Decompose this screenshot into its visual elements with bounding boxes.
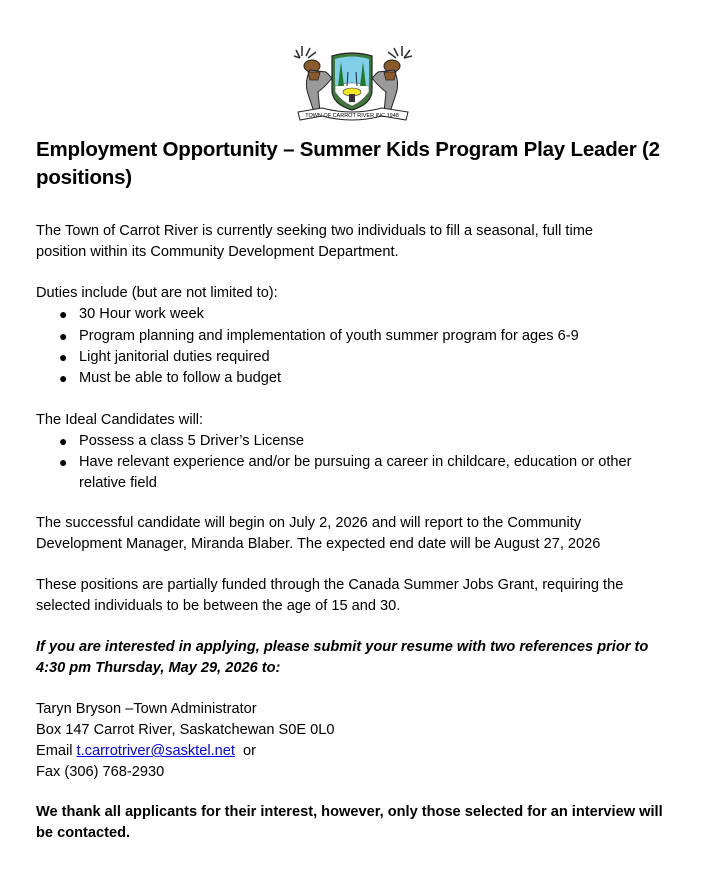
duty-item: Light janitorial duties required: [79, 349, 270, 365]
page-title: Employment Opportunity – Summer Kids Program Play Leader (2 positions): [36, 138, 660, 189]
duty-item: Program planning and implementation of youth summer program for ages 6-9: [79, 328, 579, 344]
intro-line-1: The Town of Carrot River is currently seeking two individuals to fill a seasonal, full time: [36, 223, 593, 239]
bullet-icon: ●: [59, 433, 68, 449]
closing-line-1: We thank all applicants for their interest, however, only those selected for an interview will: [36, 804, 663, 820]
closing-line-2: be contacted.: [36, 825, 131, 841]
coat-of-arms-logo: [292, 42, 414, 124]
contact-fax: Fax (306) 768-2930: [36, 764, 165, 780]
intro-line-2: position within its Community Development Department.: [36, 244, 399, 260]
duty-item: Must be able to follow a budget: [79, 370, 282, 386]
apply-line-2: 4:30 pm Thursday, May 29, 2026 to:: [36, 660, 281, 676]
apply-line-1: If you are interested in applying, please submit your resume with two references prior to: [36, 639, 649, 655]
bullet-icon: ●: [59, 370, 68, 386]
bullet-icon: ●: [59, 349, 68, 365]
contact-email-line: [36, 741, 686, 762]
svg-text:TOWN OF CARROT RIVER INC 194: TOWN OF CARROT RIVER INC 1948: [305, 113, 399, 119]
bullet-icon: ●: [59, 306, 68, 322]
email-label: Email: [36, 743, 77, 759]
left-elk-icon: [294, 46, 332, 112]
email-suffix: or: [234, 743, 257, 759]
candidate-item: Have relevant experience and/or be pursuing a career in childcare, education or other: [79, 454, 632, 470]
bullet-icon: ●: [59, 328, 68, 344]
shield-icon: [332, 53, 372, 110]
start-line-2: Development Manager, Miranda Blaber. The expected end date will be August 27, 2026: [36, 536, 601, 552]
bullet-icon: ●: [59, 454, 68, 470]
duties-heading: Duties include (but are not limited to):: [36, 285, 278, 301]
contact-address: Box 147 Carrot River, Saskatchewan S0E 0L0: [36, 722, 335, 738]
candidate-item: Possess a class 5 Driver’s License: [79, 433, 304, 449]
candidates-heading: The Ideal Candidates will:: [36, 412, 204, 428]
start-line-1: The successful candidate will begin on July 2, 2026 and will report to the Community: [36, 515, 582, 531]
funding-line-1: These positions are partially funded through the Canada Summer Jobs Grant, requiring the: [36, 577, 624, 593]
funding-line-2: selected individuals to be between the age of 15 and 30.: [36, 598, 401, 614]
right-elk-icon: [372, 46, 412, 112]
duty-item: 30 Hour work week: [79, 306, 204, 322]
email-link[interactable]: t.carrotriver@sasktel.net: [76, 743, 235, 759]
contact-name: Taryn Bryson –Town Administrator: [36, 701, 257, 717]
candidate-item-continued: relative field: [79, 475, 157, 491]
